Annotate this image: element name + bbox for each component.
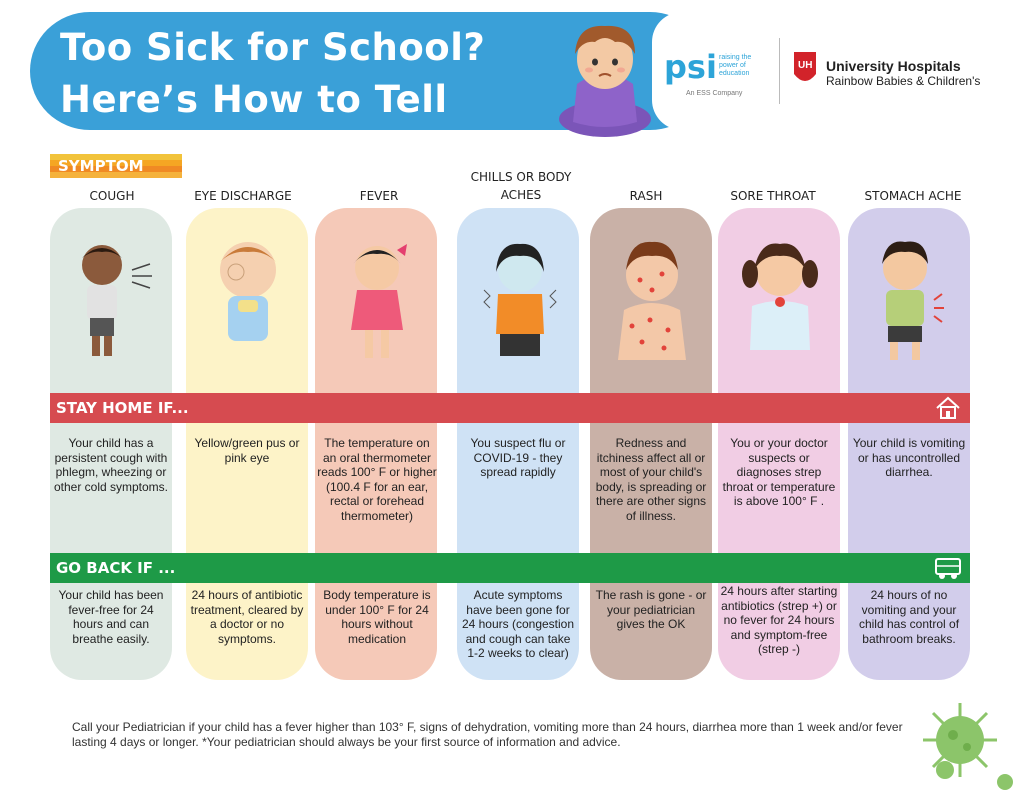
stay-home-sore-throat: You or your doctor suspects or diagnoses strep throat or temperature is above 100° F .	[722, 436, 836, 508]
go-back-label: GO BACK IF ...	[56, 559, 176, 577]
stay-home-rash: Redness and itchiness affect all or most of your child's body, is spreading or there are other signs of illness.	[595, 436, 707, 523]
rash-child-illustration	[602, 230, 702, 370]
go-back-eye-discharge: 24 hours of antibiotic treatment, cleared by a doctor or no symptoms.	[190, 588, 304, 646]
page-title-line2: Here’s How to Tell	[60, 78, 448, 121]
coughing-child-illustration	[62, 230, 162, 370]
stay-home-band	[50, 393, 970, 423]
stay-home-fever: The temperature on an oral thermometer reads 100° F or higher (100.4 F for an ear, rectal or forehead thermometer)	[317, 436, 437, 523]
symptom-eye-discharge: EYE DISCHARGE	[194, 189, 292, 203]
symptom-chills: CHILLS OR BODY ACHES	[470, 170, 572, 202]
stay-home-label: STAY HOME IF...	[56, 399, 189, 417]
go-back-sore-throat: 24 hours after starting antibiotics (strep +) or no fever for 24 hours and symptom-free (strep -)	[720, 584, 838, 656]
psi-company: An ESS Company	[686, 90, 743, 97]
stay-home-chills: You suspect flu or COVID-19 - they spread rapidly	[470, 436, 566, 479]
psi-logo: psi	[664, 48, 717, 86]
footer-note: Call your Pediatrician if your child has a fever higher than 103° F, signs of dehydration, vomiting more than 24 hours, diarrhea more than 1 week and/or fever lasting 4 days or longer. *Your pediatrician should always be your first source of information and advice.	[72, 720, 903, 749]
chills-child-illustration	[470, 230, 570, 370]
go-back-rash: The rash is gone - or your pediatrician gives the OK	[595, 588, 707, 631]
fever-child-illustration	[327, 230, 427, 370]
eye-discharge-child-illustration	[198, 230, 298, 370]
sore-throat-child-illustration	[730, 230, 830, 370]
small-virus-icon	[930, 755, 960, 785]
symptom-sore-throat: SORE THROAT	[730, 189, 816, 203]
stomach-ache-child-illustration	[860, 230, 960, 370]
school-bus-icon	[934, 555, 962, 581]
sick-child-illustration	[555, 14, 655, 139]
logo-divider	[779, 38, 780, 104]
stay-home-stomach-ache: Your child is vomiting or has uncontrolled diarrhea.	[852, 436, 966, 479]
stay-home-cough: Your child has a persistent cough with phlegm, wheezing or other cold symptoms.	[53, 436, 169, 494]
svg-text:UH: UH	[798, 60, 813, 71]
go-back-fever: Body temperature is under 100° F for 24 hours without medication	[323, 588, 431, 646]
psi-tagline: raising the power of education	[719, 54, 752, 77]
house-icon	[934, 395, 962, 421]
small-virus-icon-2	[990, 770, 1020, 790]
go-back-chills: Acute symptoms have been gone for 24 hours (congestion and cough can take 1-2 weeks to clear)	[461, 588, 575, 660]
uh-shield-icon	[792, 50, 818, 88]
symptom-label: SYMPTOM	[58, 157, 144, 175]
symptom-tag	[50, 154, 182, 178]
symptom-rash: RASH	[629, 189, 663, 203]
symptom-fever: FEVER	[359, 189, 399, 203]
symptom-cough: COUGH	[89, 189, 135, 203]
uh-subtitle: Rainbow Babies & Children's	[826, 74, 981, 88]
stay-home-eye-discharge: Yellow/green pus or pink eye	[194, 436, 300, 465]
go-back-cough: Your child has been fever-free for 24 hours and can breathe easily.	[58, 588, 164, 646]
go-back-stomach-ache: 24 hours of no vomiting and your child has control of bathroom breaks.	[858, 588, 960, 646]
go-back-band	[50, 553, 970, 583]
symptom-stomach-ache: STOMACH ACHE	[864, 189, 962, 203]
page-title-line1: Too Sick for School?	[60, 26, 486, 69]
uh-name: University Hospitals	[826, 58, 961, 74]
